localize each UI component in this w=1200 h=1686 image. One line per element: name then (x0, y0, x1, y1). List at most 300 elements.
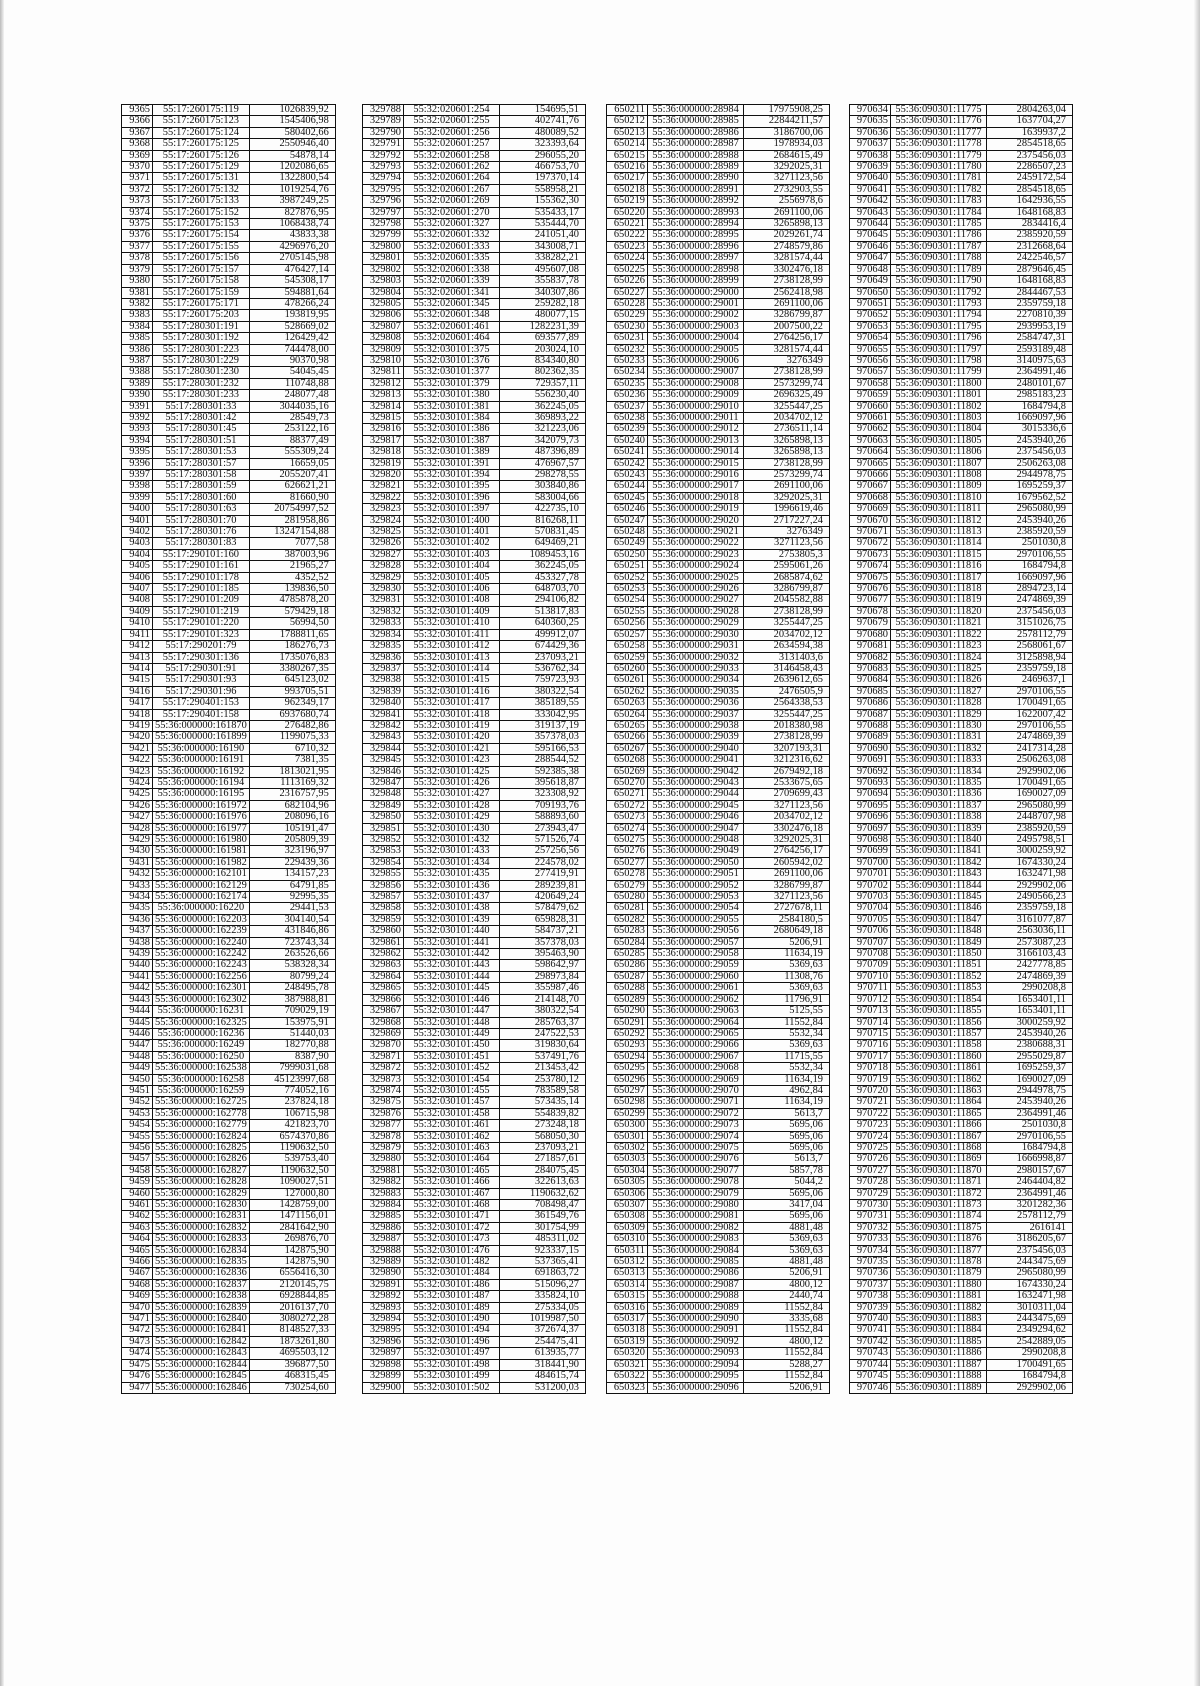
cadastral-number: 55:17:290101:178 (153, 572, 250, 583)
table-row (122, 184, 336, 195)
row-number: 650266 (607, 732, 648, 743)
table-row (122, 504, 336, 515)
cadastral-value: 4785878,20 (249, 595, 335, 606)
table-row (122, 561, 336, 572)
row-number: 970637 (850, 139, 891, 150)
table-row (850, 1371, 1073, 1382)
cadastral-value: 2469637,1 (987, 675, 1073, 686)
table-row (607, 424, 830, 435)
table-row (122, 584, 336, 595)
table-row (850, 1040, 1073, 1051)
table-row (363, 1074, 586, 1085)
table-row (363, 139, 586, 150)
cadastral-value: 1873261,80 (249, 1336, 335, 1347)
cadastral-value: 1700491,65 (987, 698, 1073, 709)
cadastral-value: 1089453,16 (500, 549, 586, 560)
table-row (607, 812, 830, 823)
cadastral-number: 55:36:090301:11815 (891, 549, 987, 560)
row-number: 9466 (122, 1257, 153, 1268)
row-number: 650277 (607, 857, 648, 868)
cadastral-number: 55:36:090301:11823 (891, 641, 987, 652)
row-number: 9477 (122, 1382, 153, 1393)
cadastral-value: 395463,90 (500, 949, 586, 960)
cadastral-number: 55:17:280301:45 (153, 424, 250, 435)
table-row (850, 1336, 1073, 1347)
table-row (122, 960, 336, 971)
table-row (363, 549, 586, 560)
cadastral-value: 1653401,11 (987, 994, 1073, 1005)
row-number: 329896 (363, 1336, 404, 1347)
cadastral-number: 55:36:090301:11844 (891, 880, 987, 891)
table-row (363, 1165, 586, 1176)
cadastral-number: 55:36:000000:162725 (153, 1097, 250, 1108)
cadastral-value: 21965,27 (249, 561, 335, 572)
row-number: 970683 (850, 663, 891, 674)
table-row (363, 1097, 586, 1108)
cadastral-value: 4296976,20 (249, 241, 335, 252)
table-row (607, 1097, 830, 1108)
cadastral-value: 3125898,94 (987, 652, 1073, 663)
cadastral-number: 55:36:090301:11795 (891, 321, 987, 332)
table-row (122, 1051, 336, 1062)
cadastral-value: 3987249,25 (249, 196, 335, 207)
table-row (607, 116, 830, 127)
row-number: 9448 (122, 1051, 153, 1062)
table-row (607, 1051, 830, 1062)
table-row (122, 412, 336, 423)
row-number: 970696 (850, 812, 891, 823)
row-number: 9411 (122, 629, 153, 640)
cadastral-value: 4881,48 (744, 1222, 830, 1233)
row-number: 329899 (363, 1371, 404, 1382)
table-row (850, 196, 1073, 207)
table-row (122, 333, 336, 344)
cadastral-value: 355837,78 (500, 276, 586, 287)
cadastral-number: 55:36:000000:28998 (648, 264, 744, 275)
row-number: 9428 (122, 823, 153, 834)
cadastral-number: 55:36:090301:11816 (891, 561, 987, 572)
table-row (363, 903, 586, 914)
cadastral-value: 834340,80 (500, 355, 586, 366)
cadastral-number: 55:36:000000:29018 (648, 492, 744, 503)
table-row (850, 1200, 1073, 1211)
cadastral-number: 55:36:000000:29067 (648, 1051, 744, 1062)
cadastral-value: 2573299,74 (744, 470, 830, 481)
row-number: 650290 (607, 1006, 648, 1017)
cadastral-number: 55:36:000000:29068 (648, 1063, 744, 1074)
table-row (607, 127, 830, 138)
row-number: 329831 (363, 595, 404, 606)
cadastral-number: 55:17:280301:53 (153, 447, 250, 458)
row-number: 9438 (122, 937, 153, 948)
table-row (607, 230, 830, 241)
cadastral-value: 3044035,16 (249, 401, 335, 412)
cadastral-value: 537365,41 (500, 1257, 586, 1268)
cadastral-value: 11634,19 (744, 1097, 830, 1108)
cadastral-value: 3000259,92 (987, 1017, 1073, 1028)
cadastral-number: 55:36:090301:11868 (891, 1142, 987, 1153)
row-number: 650268 (607, 755, 648, 766)
cadastral-value: 237824,18 (249, 1097, 335, 1108)
cadastral-value: 2443475,69 (987, 1314, 1073, 1325)
cadastral-number: 55:17:290301:93 (153, 675, 250, 686)
cadastral-number: 55:32:030101:472 (404, 1222, 500, 1233)
cadastral-value: 613935,77 (500, 1348, 586, 1359)
cadastral-number: 55:32:030101:415 (404, 675, 500, 686)
table-row (850, 663, 1073, 674)
cadastral-value: 3417,04 (744, 1200, 830, 1211)
row-number: 329833 (363, 618, 404, 629)
row-number: 970651 (850, 298, 891, 309)
cadastral-number: 55:36:000000:29028 (648, 606, 744, 617)
cadastral-number: 55:36:000000:29086 (648, 1268, 744, 1279)
cadastral-value: 2349294,62 (987, 1325, 1073, 1336)
cadastral-number: 55:17:290401:158 (153, 709, 250, 720)
row-number: 970733 (850, 1234, 891, 1245)
table-row (363, 162, 586, 173)
row-number: 970735 (850, 1257, 891, 1268)
table-row (122, 1063, 336, 1074)
cadastral-value: 1632471,98 (987, 1291, 1073, 1302)
cadastral-value: 709029,19 (249, 1006, 335, 1017)
cadastral-value: 90370,98 (249, 355, 335, 366)
cadastral-value: 3286799,87 (744, 584, 830, 595)
table-row (850, 538, 1073, 549)
row-number: 329838 (363, 675, 404, 686)
cadastral-number: 55:36:000000:28985 (648, 116, 744, 127)
cadastral-value: 2427778,85 (987, 960, 1073, 971)
cadastral-number: 55:17:280301:51 (153, 435, 250, 446)
cadastral-number: 55:36:000000:29070 (648, 1085, 744, 1096)
cadastral-number: 55:36:000000:29073 (648, 1120, 744, 1131)
table-row (363, 800, 586, 811)
cadastral-number: 55:36:000000:16258 (153, 1074, 250, 1085)
cadastral-number: 55:36:090301:11790 (891, 276, 987, 287)
row-number: 9381 (122, 287, 153, 298)
cadastral-number: 55:32:030101:386 (404, 424, 500, 435)
cadastral-number: 55:36:000000:29026 (648, 584, 744, 595)
cadastral-number: 55:32:020601:345 (404, 298, 500, 309)
cadastral-number: 55:32:030101:435 (404, 869, 500, 880)
cadastral-value: 528669,02 (249, 321, 335, 332)
table-row (363, 276, 586, 287)
cadastral-value: 4962,84 (744, 1085, 830, 1096)
cadastral-value: 3281574,44 (744, 253, 830, 264)
row-number: 329846 (363, 766, 404, 777)
table-row (363, 857, 586, 868)
table-row (122, 1017, 336, 1028)
cadastral-number: 55:32:030101:451 (404, 1051, 500, 1062)
row-number: 650227 (607, 287, 648, 298)
table-row (850, 561, 1073, 572)
cadastral-number: 55:36:000000:29083 (648, 1234, 744, 1245)
cadastral-value: 2929902,06 (987, 1382, 1073, 1393)
table-row (850, 1188, 1073, 1199)
cadastral-value: 1669097,96 (987, 412, 1073, 423)
cadastral-number: 55:36:000000:28994 (648, 219, 744, 230)
table-row (850, 1165, 1073, 1176)
row-number: 329814 (363, 401, 404, 412)
cadastral-value: 709193,76 (500, 800, 586, 811)
table-row (850, 800, 1073, 811)
table-row (607, 1348, 830, 1359)
cadastral-number: 55:36:090301:11837 (891, 800, 987, 811)
cadastral-number: 55:36:090301:11851 (891, 960, 987, 971)
table-row (607, 1154, 830, 1165)
cadastral-number: 55:32:030101:375 (404, 344, 500, 355)
cadastral-value: 197370,14 (500, 173, 586, 184)
row-number: 650279 (607, 880, 648, 891)
cadastral-value: 224578,02 (500, 857, 586, 868)
table-row (363, 743, 586, 754)
cadastral-number: 55:36:000000:161980 (153, 835, 250, 846)
table-row (122, 1211, 336, 1222)
cadastral-value: 253122,16 (249, 424, 335, 435)
cadastral-value: 4800,12 (744, 1279, 830, 1290)
cadastral-value: 535444,70 (500, 219, 586, 230)
cadastral-number: 55:32:030101:437 (404, 892, 500, 903)
row-number: 970739 (850, 1302, 891, 1313)
row-number: 650317 (607, 1314, 648, 1325)
cadastral-number: 55:36:000000:29041 (648, 755, 744, 766)
cadastral-value: 17975908,25 (744, 105, 830, 116)
row-number: 9419 (122, 720, 153, 731)
cadastral-number: 55:36:000000:28995 (648, 230, 744, 241)
row-number: 329791 (363, 139, 404, 150)
cadastral-number: 55:36:000000:29095 (648, 1371, 744, 1382)
table-row (850, 470, 1073, 481)
cadastral-number: 55:32:020601:338 (404, 264, 500, 275)
row-number: 970670 (850, 515, 891, 526)
cadastral-value: 237093,21 (500, 652, 586, 663)
cadastral-number: 55:17:260175:131 (153, 173, 250, 184)
table-row (850, 401, 1073, 412)
cadastral-value: 257256,56 (500, 846, 586, 857)
table-row (363, 1291, 586, 1302)
table-row (363, 241, 586, 252)
row-number: 650280 (607, 892, 648, 903)
table-row (850, 823, 1073, 834)
cadastral-number: 55:32:030101:426 (404, 777, 500, 788)
cadastral-value: 318441,90 (500, 1359, 586, 1370)
cadastral-value: 16659,05 (249, 458, 335, 469)
table-row (363, 1245, 586, 1256)
cadastral-number: 55:36:000000:16195 (153, 789, 250, 800)
cadastral-number: 55:32:030101:425 (404, 766, 500, 777)
row-number: 970726 (850, 1154, 891, 1165)
table-row (850, 367, 1073, 378)
cadastral-value: 5044,2 (744, 1177, 830, 1188)
row-number: 650226 (607, 276, 648, 287)
cadastral-number: 55:36:090301:11836 (891, 789, 987, 800)
row-number: 970741 (850, 1325, 891, 1336)
cadastral-number: 55:36:090301:11860 (891, 1051, 987, 1062)
row-number: 650245 (607, 492, 648, 503)
row-number: 650314 (607, 1279, 648, 1290)
cadastral-value: 2029261,74 (744, 230, 830, 241)
row-number: 329889 (363, 1257, 404, 1268)
table-row (363, 812, 586, 823)
cadastral-value: 2965080,99 (987, 504, 1073, 515)
table-row (607, 196, 830, 207)
cadastral-value: 1684794,8 (987, 401, 1073, 412)
row-number: 650264 (607, 709, 648, 720)
row-number: 9416 (122, 686, 153, 697)
row-number: 329807 (363, 321, 404, 332)
cadastral-value: 487396,89 (500, 447, 586, 458)
table-row (122, 1279, 336, 1290)
cadastral-value: 3186205,67 (987, 1234, 1073, 1245)
cadastral-number: 55:36:090301:11804 (891, 424, 987, 435)
table-row (607, 1028, 830, 1039)
table-row (122, 173, 336, 184)
row-number: 9433 (122, 880, 153, 891)
row-number: 329886 (363, 1222, 404, 1233)
table-row (850, 1017, 1073, 1028)
cadastral-number: 55:36:090301:11833 (891, 755, 987, 766)
row-number: 9384 (122, 321, 153, 332)
row-number: 329800 (363, 241, 404, 252)
row-number: 9474 (122, 1348, 153, 1359)
cadastral-number: 55:17:280301:59 (153, 481, 250, 492)
cadastral-value: 2844467,53 (987, 287, 1073, 298)
cadastral-value: 2312668,64 (987, 241, 1073, 252)
table-row (850, 629, 1073, 640)
cadastral-number: 55:36:000000:162243 (153, 960, 250, 971)
row-number: 650223 (607, 241, 648, 252)
cadastral-value: 5206,91 (744, 1382, 830, 1393)
row-number: 650246 (607, 504, 648, 515)
table-row (607, 1279, 830, 1290)
row-number: 9437 (122, 926, 153, 937)
cadastral-value: 11552,84 (744, 1371, 830, 1382)
cadastral-value: 2685874,62 (744, 572, 830, 583)
cadastral-value: 5206,91 (744, 1268, 830, 1279)
cadastral-value: 2453940,26 (987, 1028, 1073, 1039)
table-row (607, 390, 830, 401)
row-number: 650255 (607, 606, 648, 617)
row-number: 970655 (850, 344, 891, 355)
cadastral-number: 55:36:090301:11884 (891, 1325, 987, 1336)
cadastral-value: 276482,86 (249, 720, 335, 731)
row-number: 650271 (607, 789, 648, 800)
cadastral-number: 55:36:000000:29045 (648, 800, 744, 811)
cadastral-number: 55:36:000000:29049 (648, 846, 744, 857)
table-row (122, 1074, 336, 1085)
cadastral-value: 2359759,18 (987, 903, 1073, 914)
row-number: 650284 (607, 937, 648, 948)
cadastral-number: 55:36:090301:11855 (891, 1006, 987, 1017)
cadastral-value: 1679562,52 (987, 492, 1073, 503)
cadastral-value: 3265898,13 (744, 435, 830, 446)
row-number: 329882 (363, 1177, 404, 1188)
cadastral-number: 55:36:090301:11807 (891, 458, 987, 469)
cadastral-value: 2286507,23 (987, 162, 1073, 173)
row-number: 650220 (607, 207, 648, 218)
table-row (363, 1017, 586, 1028)
table-row (363, 1063, 586, 1074)
table-row (363, 378, 586, 389)
row-number: 9432 (122, 869, 153, 880)
table-row (363, 1325, 586, 1336)
row-number: 9468 (122, 1279, 153, 1290)
cadastral-value: 774052,16 (249, 1085, 335, 1096)
cadastral-number: 55:32:030101:497 (404, 1348, 500, 1359)
cadastral-value: 2753805,3 (744, 549, 830, 560)
cadastral-value: 4352,52 (249, 572, 335, 583)
cadastral-value: 480077,15 (500, 310, 586, 321)
row-number: 329788 (363, 105, 404, 116)
row-number: 650258 (607, 641, 648, 652)
cadastral-value: 453327,78 (500, 572, 586, 583)
table-row (607, 207, 830, 218)
table-row (850, 1348, 1073, 1359)
table-row (850, 1097, 1073, 1108)
row-number: 650278 (607, 869, 648, 880)
row-number: 650248 (607, 527, 648, 538)
row-number: 650229 (607, 310, 648, 321)
row-number: 970659 (850, 390, 891, 401)
table-row (122, 846, 336, 857)
table-row (363, 1279, 586, 1290)
table-row (363, 264, 586, 275)
cadastral-number: 55:36:000000:29001 (648, 298, 744, 309)
table-row (850, 846, 1073, 857)
cadastral-value: 92995,35 (249, 892, 335, 903)
cadastral-value: 11634,19 (744, 949, 830, 960)
cadastral-number: 55:36:000000:162838 (153, 1291, 250, 1302)
cadastral-number: 55:36:000000:161976 (153, 812, 250, 823)
row-number: 970674 (850, 561, 891, 572)
row-number: 329799 (363, 230, 404, 241)
table-row (363, 492, 586, 503)
cadastral-value: 11308,76 (744, 971, 830, 982)
cadastral-value: 2385920,59 (987, 230, 1073, 241)
cadastral-number: 55:17:260175:126 (153, 150, 250, 161)
table-row (607, 1245, 830, 1256)
row-number: 970688 (850, 720, 891, 731)
table-row (363, 720, 586, 731)
row-number: 9377 (122, 241, 153, 252)
table-row (607, 538, 830, 549)
table-row (122, 675, 336, 686)
row-number: 970720 (850, 1085, 891, 1096)
row-number: 970734 (850, 1245, 891, 1256)
cadastral-value: 369893,22 (500, 412, 586, 423)
row-number: 9378 (122, 253, 153, 264)
table-row (607, 1131, 830, 1142)
cadastral-value: 323393,64 (500, 139, 586, 150)
cadastral-number: 55:32:030101:401 (404, 527, 500, 538)
table-row (122, 1234, 336, 1245)
cadastral-number: 55:32:030101:405 (404, 572, 500, 583)
table-row (122, 253, 336, 264)
cadastral-value: 1684794,8 (987, 1142, 1073, 1153)
cadastral-value: 2980157,67 (987, 1165, 1073, 1176)
cadastral-value: 1653401,11 (987, 1006, 1073, 1017)
cadastral-value: 139836,50 (249, 584, 335, 595)
table-row (850, 1291, 1073, 1302)
table-row (850, 298, 1073, 309)
cadastral-value: 594881,64 (249, 287, 335, 298)
cadastral-number: 55:36:090301:11803 (891, 412, 987, 423)
table-row (122, 709, 336, 720)
table-row (850, 481, 1073, 492)
row-number: 9473 (122, 1336, 153, 1347)
cadastral-number: 55:36:090301:11857 (891, 1028, 987, 1039)
cadastral-number: 55:17:280301:223 (153, 344, 250, 355)
row-number: 9397 (122, 470, 153, 481)
